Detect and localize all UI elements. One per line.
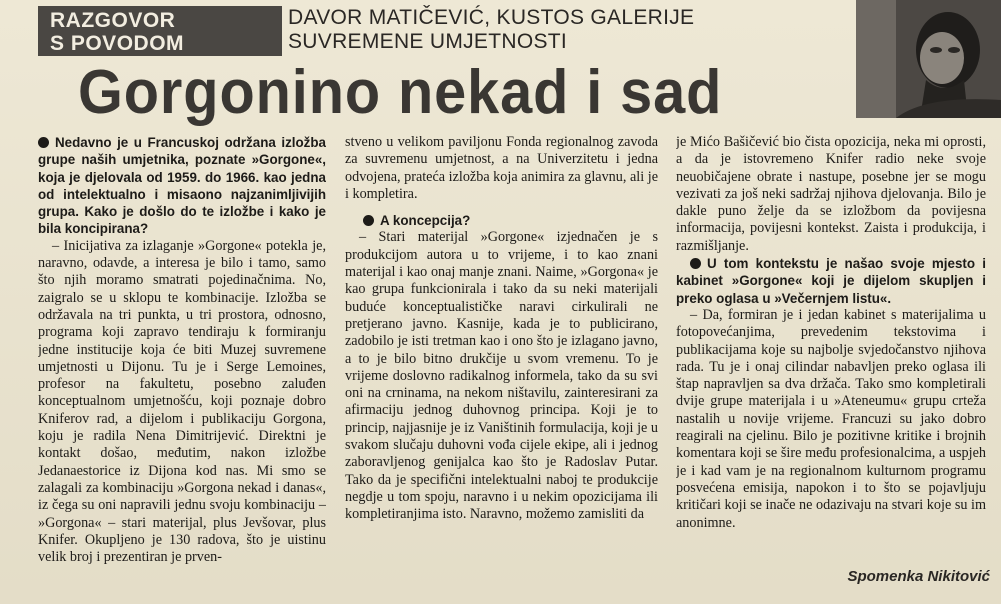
portrait-photo — [856, 0, 1001, 118]
section-kicker — [38, 6, 282, 56]
bullet-icon — [38, 137, 49, 148]
article-column-2 — [345, 134, 658, 589]
answer-paragraph: – Inicijativa za izlaganje »Gorgone« potekla je, naravno, odavde, a interesa je bilo i tamo, samo što njih moramo smatrati pojedinačnima. No, zaigralo se u sklopu te kombinacije. Izložba se održavala na tri punkta, u tri prostora, odnosno, programa koji zapravo tendiraju k formiranju jedne institucije koja će biti Muzej suvremene umjetnosti u Dijonu. Tu je i Serge Lemoines, profesor na fakultetu, posebno zaluđen konceptualnom umjetnošću, koji poznaje dobro Kniferov rad, a dijelom i publikaciju Gorgona, koju je radila Nena Dimitrijević. Direktni je kontakt došao, međutim, nakon izložbe Jedanaestorice iz Dijona kod nas. Mi smo se zalagali za kombinaciju »Gorgona nekad i danas«, iz čega su oni napravili jednu svoju kombinaciju – »Gorgona« – stari materijal, plus Jevšovar, plus Knifer. Okupljeno je 130 radova, što je uistinu velik broj i prezentiran je prven- — [38, 237, 326, 566]
kicker-line-2: S POVODOM — [50, 32, 185, 55]
author-byline: Spomenka Nikitović — [847, 568, 990, 585]
article-subhead: DAVOR MATIČEVIĆ, KUSTOS GALERIJE SUVREMENE UMJETNOSTI — [288, 6, 695, 53]
article-column-3 — [676, 134, 986, 589]
question-paragraph — [38, 134, 326, 238]
question-text: U tom kontekstu je našao svoje mjesto i kabinet »Gorgone« koji je dijelom skupljen i preko oglasa u »Večernjem listu«. — [676, 256, 986, 306]
kicker-line-1: RAZGOVOR — [50, 9, 176, 32]
article-headline: Gorgonino nekad i sad — [78, 58, 723, 127]
answer-paragraph: – Stari materijal »Gorgone« izjednačen je s produkcijom autora u to vrijeme, i to kao znani materijal i kao onaj manje znani. Naime, »Gorgona« je kao grupa funkcionirala i tako da su neki materijali buduće konceptualističke naravi cirkulirali ne pretjerano javno. Kasnije, kada je to publicirano, zadobilo je isti tretman kao i ono što je izlagano javno, a to je bilo bitno drukčije u svom vremenu. To je vrijeme doslovno radikalnog informela, tako da su svi oni na crninama, na nekom ništavilu, zainteresirani za afirmaciju jednog duhovnog principa. Koji je to princip, najjasnije je iz Vaništinih formulacija, koji je u svakom slučaju duhovni vođa cijele ekipe, ali i jednog zaboravljenog genijalca kao što je Radoslav Putar. Tako da je specifični intelektualni naboj te produkcije negdje u tom spoju, naravno i u nekim opozicijama ili kompletiranjima isto. Naravno, možemo zamisliti da — [345, 229, 658, 523]
bullet-icon — [690, 258, 701, 269]
portrait-photo-icon — [856, 0, 1001, 118]
answer-paragraph: – Da, formiran je i jedan kabinet s materijalima u fotopovećanjima, prevedenim tekstovima i publikacijama koje su najbolje svjedočanstvo njihova rada. Tu je i onaj cilindar nabavljen preko oglasa ili štap napravljen sa dva držača. Tako smo kompletirali dvije grupe materijala i u »Ateneumu« grupu crteža nastalih u novije vrijeme. Francuzi su jako dobro reagirali na cjelinu. Bilo je pozitivne kritike i brojnih komentara koji se šire među profesionalcima, a uspjeh je i kad vam je na regionalnom kulturnom programu posvećena emisija, napokon i to što se pojavljuju kritičari koji se inače ne odazivaju na stvari koje su im anonimne. — [676, 306, 986, 531]
question-paragraph — [345, 212, 658, 229]
bullet-icon — [363, 215, 374, 226]
article-column-1 — [38, 134, 326, 589]
answer-continuation: stveno u velikom paviljonu Fonda regionalnog zavoda za suvremenu umjetnost, a na Univerzitetu i jedna odvojena, prateća izložba koja animira za glavnu, ali je i kompletira. — [345, 134, 658, 202]
answer-continuation: je Mićo Bašičević bio čista opozicija, neka mi oprosti, a da je istovremeno Knifer radio neke svoje neuobičajene obrate i nastupe, posebne jer se mogu vezivati za još neki sadržaj njihova djelovanja. Bilo je dakle puno želje da se izložbom da povijesna informacija, povijesni kontekst. Zaista i produkcija, i razmišljanje. — [676, 134, 986, 254]
question-text: A koncepcija? — [380, 213, 471, 229]
question-paragraph — [676, 255, 986, 307]
question-text: Nedavno je u Francuskoj održana izložba grupe naših umjetnika, poznate »Gorgone«, koja je djelovala od 1959. do 1966. kao jedna od intelektualno i misaono najzanimljivijih grupa. Kako je došlo do te izložbe i kako je bila koncipirana? — [38, 135, 326, 237]
